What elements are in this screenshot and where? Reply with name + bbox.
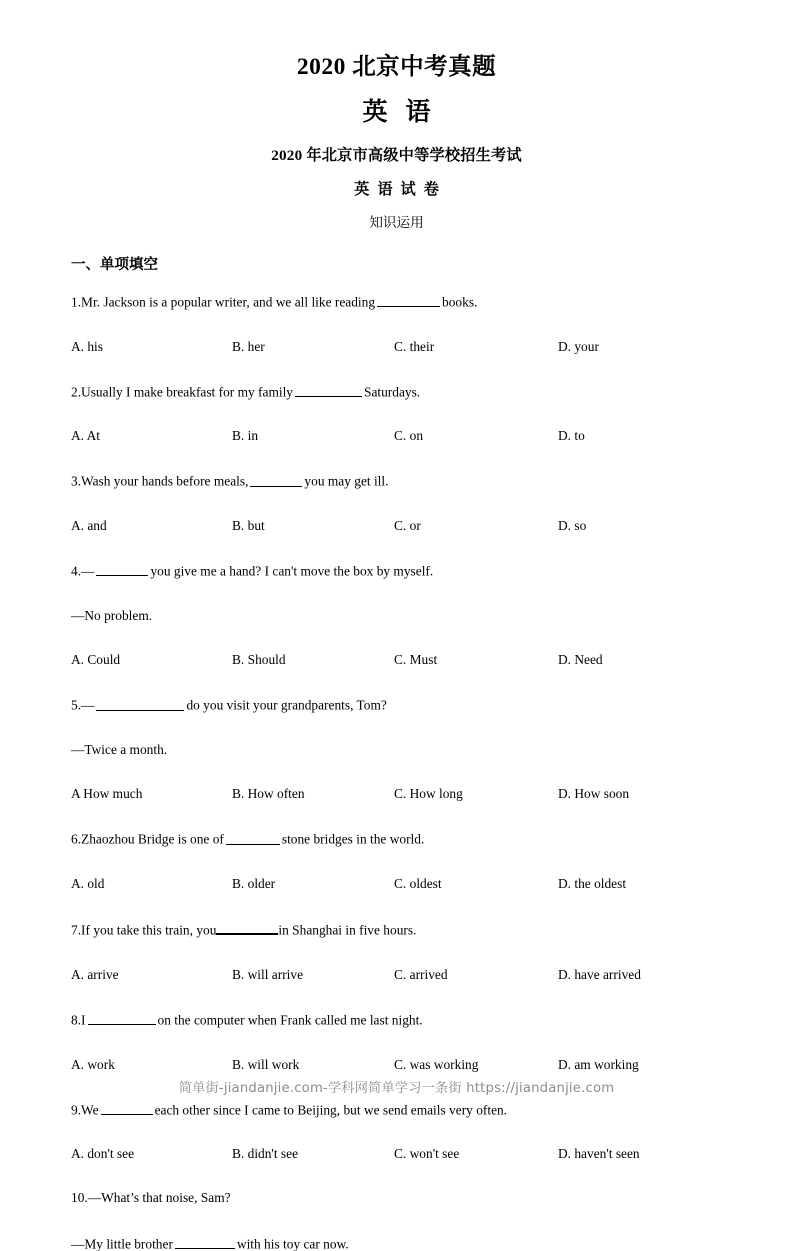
question-stem <box>71 1012 733 1027</box>
option-choice[interactable]: A. his <box>71 338 103 354</box>
question-stem <box>71 473 733 488</box>
page-title: 2020 北京中考真题 <box>296 54 497 80</box>
part-name: 知识运用 <box>369 214 424 230</box>
question-block <box>71 1191 733 1250</box>
question-number: 8. <box>71 1012 82 1028</box>
option-row <box>71 1147 733 1160</box>
question-list <box>71 294 733 1250</box>
option-choice[interactable]: B. Should <box>232 652 286 668</box>
paper-char-2: 语 <box>377 180 393 198</box>
answer-blank[interactable] <box>216 921 278 935</box>
answer-blank[interactable] <box>96 563 148 576</box>
option-choice[interactable]: D. your <box>558 338 599 354</box>
question-text-before-blank: Mr. Jackson is a popular writer, and we all like reading <box>81 294 376 310</box>
question-text-before-blank: We <box>81 1101 99 1117</box>
question-number: 7. <box>71 922 82 938</box>
answer-blank[interactable] <box>226 831 280 844</box>
option-choice[interactable]: A. old <box>71 876 105 892</box>
question-block <box>71 1012 733 1071</box>
answer-blank[interactable] <box>250 473 302 486</box>
option-choice[interactable]: D. am working <box>558 1056 639 1072</box>
option-row <box>71 877 733 890</box>
question-reply: —No problem. <box>71 607 153 623</box>
question-block <box>71 831 733 890</box>
option-choice[interactable]: A How much <box>71 786 143 802</box>
option-choice[interactable]: C. on <box>394 428 424 444</box>
paper-char-1: 英 <box>354 180 370 198</box>
reply-text-before-blank: —My little brother <box>71 1236 173 1251</box>
option-choice[interactable]: C. was working <box>394 1056 479 1072</box>
subject-title <box>60 100 733 125</box>
answer-blank[interactable] <box>295 384 362 397</box>
option-choice[interactable]: D. Need <box>558 652 603 668</box>
subject-char-left: 英 <box>362 98 388 126</box>
option-choice[interactable]: A. Could <box>71 652 121 668</box>
question-block <box>71 921 733 981</box>
question-text-after-blank: each other since I came to Beijing, but we send emails very often. <box>154 1101 508 1117</box>
question-number: 9. <box>71 1101 82 1117</box>
question-block <box>71 384 733 443</box>
option-choice[interactable]: D. the oldest <box>558 876 627 892</box>
option-choice[interactable]: C. How long <box>394 786 463 802</box>
option-row <box>71 787 733 800</box>
question-text-after-blank: stone bridges in the world. <box>281 831 425 847</box>
option-choice[interactable]: B. her <box>232 338 265 354</box>
option-choice[interactable]: A. work <box>71 1056 115 1072</box>
question-text-before-blank: —What’s that noise, Sam? <box>87 1190 231 1206</box>
option-row <box>71 653 733 666</box>
option-choice[interactable]: A. arrive <box>71 966 119 982</box>
answer-blank[interactable] <box>175 1236 235 1249</box>
question-number: 3. <box>71 473 82 489</box>
option-choice[interactable]: B. didn't see <box>232 1146 299 1162</box>
question-number: 1. <box>71 294 82 310</box>
question-stem <box>71 697 733 712</box>
option-choice[interactable]: D. have arrived <box>558 966 641 982</box>
question-stem <box>71 1102 733 1117</box>
question-text-before-blank: Zhaozhou Bridge is one of <box>81 831 224 847</box>
question-text-after-blank: on the computer when Frank called me last night. <box>157 1012 423 1028</box>
question-block <box>71 1102 733 1161</box>
question-number: 2. <box>71 384 82 400</box>
option-choice[interactable]: A. At <box>71 428 101 444</box>
option-choice[interactable]: D. to <box>558 428 585 444</box>
answer-blank[interactable] <box>377 294 440 307</box>
option-choice[interactable]: C. their <box>394 338 435 354</box>
question-stem <box>71 294 733 309</box>
question-stem <box>71 384 733 399</box>
paper-char-4: 卷 <box>423 180 439 198</box>
question-number: 10. <box>71 1190 88 1206</box>
option-choice[interactable]: B. will work <box>232 1056 300 1072</box>
exam-name: 2020 年北京市高级中等学校招生考试 <box>271 146 522 164</box>
option-row <box>71 340 733 353</box>
option-choice[interactable]: A. and <box>71 518 107 534</box>
question-number: 5. <box>71 697 82 713</box>
section-heading: 一、单项填空 <box>71 256 158 273</box>
option-row <box>71 1058 733 1071</box>
footer-watermark: 简单街-jiandanjie.com-学科网简单学习一条街 https://jiandanjie.com <box>178 1081 615 1096</box>
option-row <box>71 429 733 442</box>
question-text-after-blank: in Shanghai in five hours. <box>278 922 417 938</box>
option-choice[interactable]: B. in <box>232 428 259 444</box>
paper-char-3: 试 <box>400 180 416 198</box>
question-text-after-blank: books. <box>442 294 478 310</box>
answer-blank[interactable] <box>101 1102 153 1115</box>
option-choice[interactable]: B. but <box>232 518 265 534</box>
question-reply: —Twice a month. <box>71 742 168 757</box>
question-stem <box>71 921 733 937</box>
question-number: 4. <box>71 563 82 579</box>
question-block <box>71 294 733 353</box>
option-choice[interactable]: B. older <box>232 876 276 892</box>
option-choice[interactable]: C. or <box>394 518 421 534</box>
option-choice[interactable]: B. will arrive <box>232 966 304 982</box>
option-row <box>71 968 733 981</box>
question-stem <box>71 831 733 846</box>
question-stem <box>71 1191 733 1204</box>
question-text-before-blank: Wash your hands before meals, <box>81 473 249 489</box>
option-choice[interactable]: C. won't see <box>394 1146 460 1162</box>
subject-char-right: 语 <box>405 98 431 126</box>
answer-blank[interactable] <box>96 697 184 710</box>
option-choice[interactable]: D. haven't seen <box>558 1146 640 1162</box>
question-block <box>71 697 733 800</box>
option-choice[interactable]: D. How soon <box>558 786 630 802</box>
question-stem <box>71 563 733 578</box>
question-text-before-blank: I <box>81 1012 86 1028</box>
question-text-after-blank: Saturdays. <box>364 384 421 400</box>
question-reply <box>71 1236 733 1251</box>
option-choice[interactable]: A. don't see <box>71 1146 135 1162</box>
option-row <box>71 519 733 532</box>
paper-name <box>60 182 733 197</box>
option-choice[interactable]: D. so <box>558 518 587 534</box>
question-text-after-blank: you give me a hand? I can't move the box by myself. <box>150 563 434 579</box>
question-number: 6. <box>71 831 82 847</box>
question-block <box>71 473 733 532</box>
question-text-before-blank: — <box>81 563 95 579</box>
reply-text-after-blank: with his toy car now. <box>236 1236 349 1251</box>
question-block <box>71 563 733 666</box>
document-header <box>60 0 733 230</box>
question-text-after-blank: you may get ill. <box>304 473 389 489</box>
question-text-before-blank: Usually I make breakfast for my family <box>81 384 293 400</box>
question-text-before-blank: If you take this train, you <box>81 922 217 938</box>
question-text-before-blank: — <box>81 697 95 713</box>
option-choice[interactable]: B. How often <box>232 786 305 802</box>
answer-blank[interactable] <box>88 1012 156 1025</box>
option-choice[interactable]: C. oldest <box>394 876 442 892</box>
option-choice[interactable]: C. arrived <box>394 966 448 982</box>
question-text-after-blank: do you visit your grandparents, Tom? <box>186 697 387 713</box>
option-choice[interactable]: C. Must <box>394 652 438 668</box>
